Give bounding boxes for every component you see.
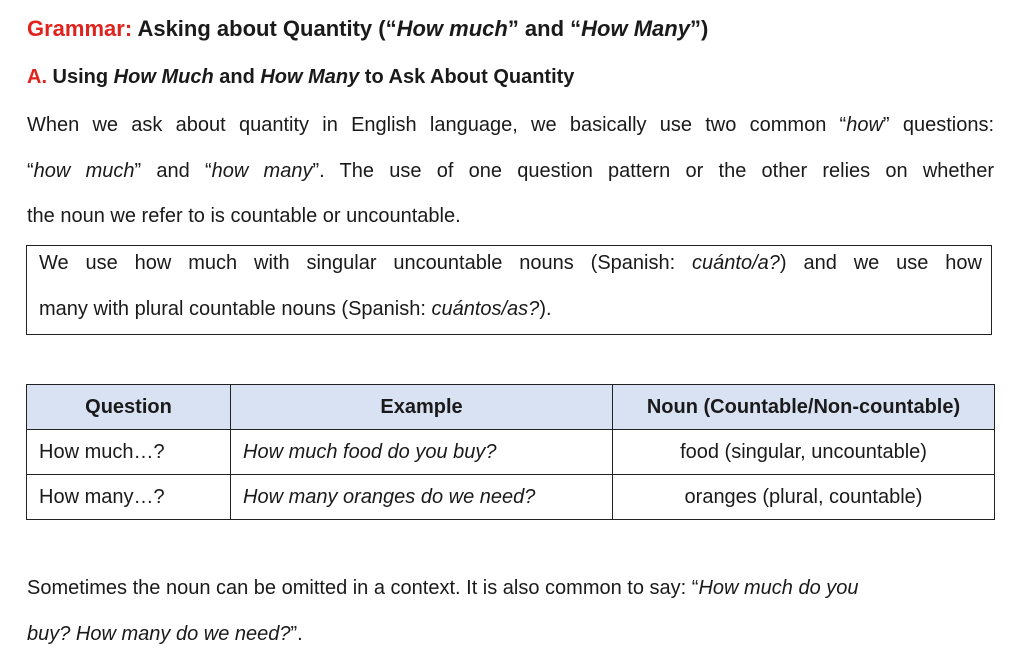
cell-question: How many…? — [27, 475, 231, 520]
rule-box — [26, 245, 992, 335]
table-row — [27, 475, 995, 520]
heading-text: and — [213, 66, 261, 88]
title-text: Asking about Quantity (“ — [132, 16, 397, 41]
cell-question: How much…? — [27, 430, 231, 475]
text-italic: how many — [211, 159, 313, 182]
heading-italic: How Much — [113, 66, 214, 88]
text: Sometimes the noun can be omitted in a context. It is also common to say: “ — [27, 577, 699, 599]
text: “ — [27, 159, 34, 182]
closing-line — [27, 612, 994, 658]
text: ) and we use how — [779, 252, 982, 274]
heading-text: Using — [47, 66, 114, 88]
section-letter: A. — [27, 66, 47, 88]
title-italic: How much — [396, 16, 508, 41]
text: ” and “ — [134, 159, 212, 182]
title-text: ” and “ — [507, 16, 582, 41]
cell-example: How much food do you buy? — [231, 430, 613, 475]
header-noun: Noun (Countable/Non-countable) — [613, 385, 995, 430]
heading-text: to Ask About Quantity — [359, 66, 575, 88]
closing-line — [27, 566, 994, 612]
text-italic: cuántos/as? — [431, 297, 540, 320]
text: ). — [539, 297, 552, 320]
text-italic: how much — [33, 159, 135, 182]
quantity-table — [26, 384, 995, 520]
cell-noun: food (singular, uncountable) — [613, 430, 995, 475]
header-question: Question — [27, 385, 231, 430]
text: When we ask about quantity in English language, we basically use two common “ — [27, 114, 847, 136]
intro-line — [27, 149, 994, 195]
closing-paragraph — [27, 566, 994, 657]
cell-example: How many oranges do we need? — [231, 475, 613, 520]
text-italic: cuánto/a? — [692, 252, 780, 274]
heading-italic: How Many — [260, 66, 360, 88]
title-italic: How Many — [581, 16, 690, 41]
title-prefix: Grammar: — [27, 16, 133, 41]
table-header-row — [27, 385, 995, 430]
header-example: Example — [231, 385, 613, 430]
section-heading — [27, 66, 574, 89]
rule-line — [39, 287, 982, 333]
text: many with plural countable nouns (Spanish: — [39, 297, 432, 320]
text: We use how much with singular uncountable nouns (Spanish: — [39, 252, 693, 274]
intro-paragraph — [27, 103, 994, 240]
text-italic: How much do you — [698, 577, 859, 599]
text: ” questions: — [882, 114, 994, 136]
intro-line: the noun we refer to is countable or uncountable. — [27, 205, 461, 227]
text: ”. — [290, 622, 303, 645]
table-row — [27, 430, 995, 475]
text: ”. The use of one question pattern or the other relies on whether — [312, 159, 994, 182]
page-title — [27, 16, 708, 42]
cell-noun: oranges (plural, countable) — [613, 475, 995, 520]
rule-line — [39, 241, 982, 287]
intro-line — [27, 103, 994, 149]
text-italic: buy? How many do we need? — [27, 622, 291, 645]
text-italic: how — [846, 114, 883, 136]
title-text: ”) — [689, 16, 709, 41]
